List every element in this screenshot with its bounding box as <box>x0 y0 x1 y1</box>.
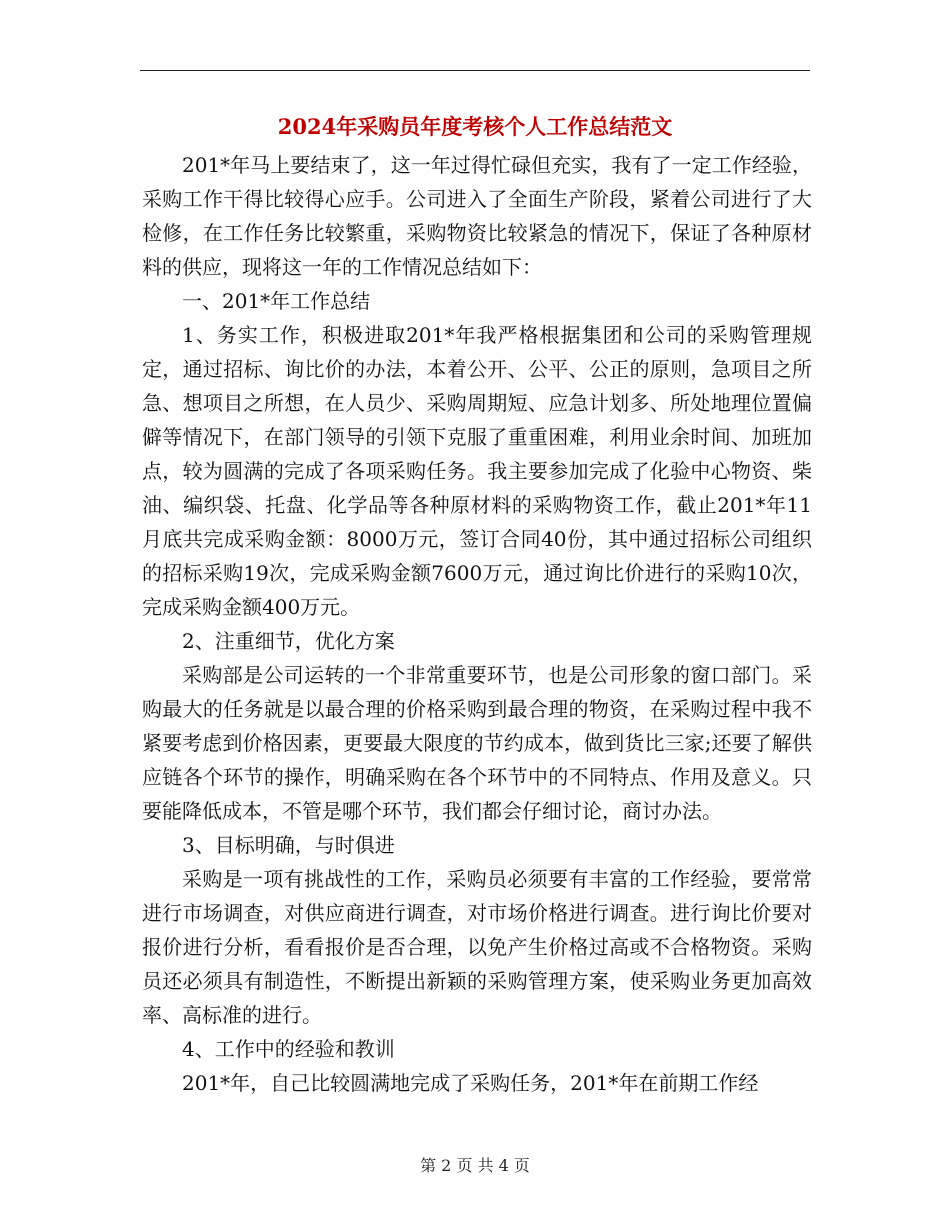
section-heading: 一、201*年工作总结 <box>182 289 371 313</box>
header-rule <box>140 70 810 71</box>
paragraph: 201*年马上要结束了，这一年过得忙碌但充实，我有了一定工作经验，采购工作干得比较得心应手。公司进入了全面生产阶段，紧着公司进行了大检修，在工作任务比较繁重，采购物资比较紧急的情况下，保证了各种原材料的供应，现将这一年的工作情况总结如下： <box>142 153 812 279</box>
paragraph: 1、务实工作，积极进取201*年我严格根据集团和公司的采购管理规定，通过招标、询比价的办法，本着公开、公平、公正的原则，急项目之所急、想项目之所想，在人员少、采购周期短、应急计划多、所处地理位置偏僻等情况下，在部门领导的引领下克服了重重困难，利用业余时间、加班加点，较为圆满的完成了各项采购任务。我主要参加完成了化验中心物资、柴油、编织袋、托盘、化学品等各种原材料的采购物资工作，截止201*年11月底共完成采购金额：8000万元，签订合同40份，其中通过招标公司组织的招标采购19次，完成采购金额7600万元，通过询比价进行的采购10次，完成采购金额400万元。 <box>142 323 812 619</box>
section-heading: 2、注重细节，优化方案 <box>182 629 395 653</box>
paragraph: 201*年，自己比较圆满地完成了采购任务，201*年在前期工作经 <box>182 1071 759 1095</box>
document-title: 2024年采购员年度考核个人工作总结范文 <box>277 114 673 139</box>
document-body <box>142 148 812 1100</box>
section-heading: 4、工作中的经验和教训 <box>182 1037 395 1061</box>
section-heading: 3、目标明确，与时俱进 <box>182 833 395 857</box>
paragraph: 采购部是公司运转的一个非常重要环节，也是公司形象的窗口部门。采购最大的任务就是以最合理的价格采购到最合理的物资，在采购过程中我不紧要考虑到价格因素，更要最大限度的节约成本，做到货比三家;还要了解供应链各个环节的操作，明确采购在各个环节中的不同特点、作用及意义。只要能降低成本，不管是哪个环节，我们都会仔细讨论，商讨办法。 <box>142 663 812 823</box>
page-number: 第 2 页 共 4 页 <box>420 1156 530 1175</box>
paragraph: 采购是一项有挑战性的工作，采购员必须要有丰富的工作经验，要常常进行市场调查，对供应商进行调查，对市场价格进行调查。进行询比价要对报价进行分析，看看报价是否合理，以免产生价格过高或不合格物资。采购员还必须具有制造性，不断提出新颖的采购管理方案，使采购业务更加高效率、高标准的进行。 <box>142 867 812 1027</box>
